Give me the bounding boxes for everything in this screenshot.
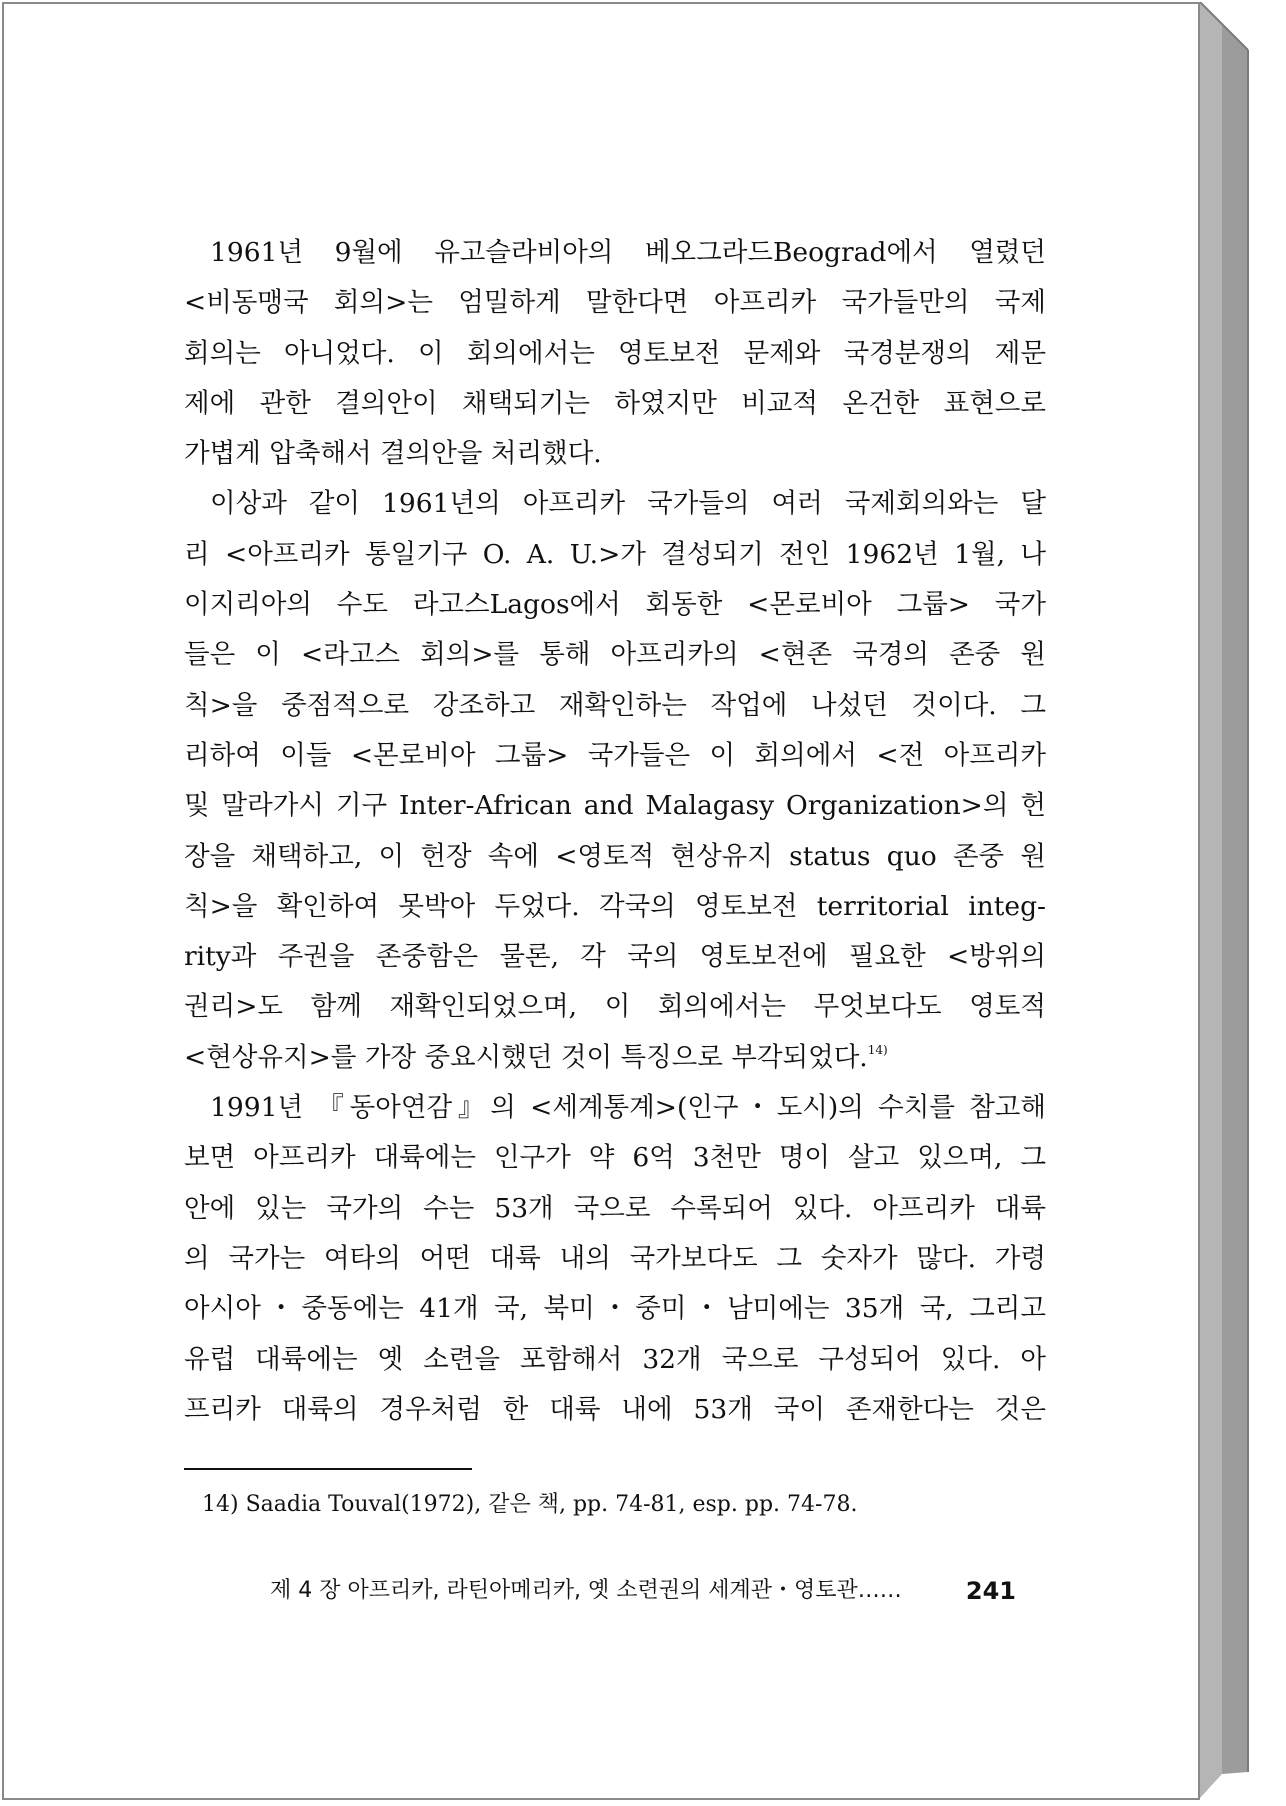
- text-line: 1961년 9월에 유고슬라비아의 베오그라드Beograd에서 열렸던: [210, 237, 1046, 268]
- body-text: [184, 228, 1046, 1435]
- text-line: 1991년 『동아연감』의 <세계통계>(인구・도시)의 수치를 참고해: [210, 1092, 1046, 1124]
- paragraph: [184, 1083, 1046, 1435]
- text-line: 권리>도 함께 재확인되었으며, 이 회의에서는 무엇보다도 영토적: [184, 991, 1046, 1023]
- running-footer: [270, 1576, 1016, 1606]
- text-line: 칙>을 중점적으로 강조하고 재확인하는 작업에 나섰던 것이다. 그: [184, 689, 1046, 721]
- text-line: 제에 관한 결의안이 채택되기는 하였지만 비교적 온건한 표현으로: [184, 387, 1046, 419]
- text-line: 칙>을 확인하여 못박아 두었다. 각국의 영토보전 territorial integ-: [184, 890, 1046, 922]
- text-line: 보면 아프리카 대륙에는 인구가 약 6억 3천만 명이 살고 있으며, 그: [184, 1142, 1046, 1174]
- page-edge-inner: [1222, 24, 1248, 1774]
- footnote-14: 14) Saadia Touval(1972), 같은 책, pp. 74-81, esp. pp. 74-78.: [202, 1492, 858, 1517]
- text-line: 의 국가는 여타의 어떤 대륙 내의 국가보다도 그 숫자가 많다. 가령: [184, 1242, 1046, 1274]
- text-line: 장을 채택하고, 이 헌장 속에 <영토적 현상유지 status quo 존중 원: [184, 840, 1046, 872]
- text-line: <비동맹국 회의>는 엄밀하게 말한다면 아프리카 국가들만의 국제: [184, 287, 1046, 319]
- footnote-separator: [184, 1468, 472, 1470]
- page-stack-edge: [1200, 2, 1262, 1800]
- text-line: 회의는 아니었다. 이 회의에서는 영토보전 문제와 국경분쟁의 제문: [184, 337, 1046, 369]
- paragraph: [184, 228, 1046, 479]
- text-line: 안에 있는 국가의 수는 53개 국으로 수록되어 있다. 아프리카 대륙: [184, 1192, 1046, 1224]
- page-stack-edge-shape: [1200, 2, 1262, 1800]
- text-line: 프리카 대륙의 경우처럼 한 대륙 내에 53개 국이 존재한다는 것은: [184, 1393, 1046, 1425]
- page-edge-outer: [1200, 2, 1222, 1798]
- page-number: 241: [965, 1577, 1016, 1605]
- text-line: 이지리아의 수도 라고스Lagos에서 회동한 <몬로비아 그룹> 국가: [184, 589, 1046, 621]
- text-line: 리 <아프리카 통일기구 O. A. U.>가 결성되기 전인 1962년 1월, 나: [184, 538, 1046, 570]
- text-line: 가볍게 압축해서 결의안을 처리했다.: [184, 438, 602, 470]
- text-line: 유럽 대륙에는 옛 소련을 포함해서 32개 국으로 구성되어 있다. 아: [184, 1343, 1046, 1375]
- text-line: 리하여 이들 <몬로비아 그룹> 국가들은 이 회의에서 <전 아프리카: [184, 739, 1046, 771]
- paragraph: [184, 479, 1046, 1083]
- text-line: 아시아・중동에는 41개 국, 북미・중미・남미에는 35개 국, 그리고: [184, 1293, 1046, 1325]
- text-line: 이상과 같이 1961년의 아프리카 국가들의 여러 국제회의와는 달: [210, 488, 1046, 520]
- running-footer-chapter: 제 4 장 아프리카, 라틴아메리카, 옛 소련권의 세계관・영토관……: [270, 1578, 902, 1603]
- text-line: 들은 이 <라고스 회의>를 통해 아프리카의 <현존 국경의 존중 원: [184, 639, 1046, 671]
- text-line: rity과 주권을 존중함은 물론, 각 국의 영토보전에 필요한 <방위의: [184, 941, 1046, 973]
- text-line: 및 말라가시 기구 Inter-African and Malagasy Organization>의 헌: [184, 790, 1046, 822]
- footnote-reference[interactable]: 14): [867, 1042, 888, 1057]
- text-line: <현상유지>를 가장 중요시했던 것이 특징으로 부각되었다.$^{14)}$: [184, 1041, 888, 1073]
